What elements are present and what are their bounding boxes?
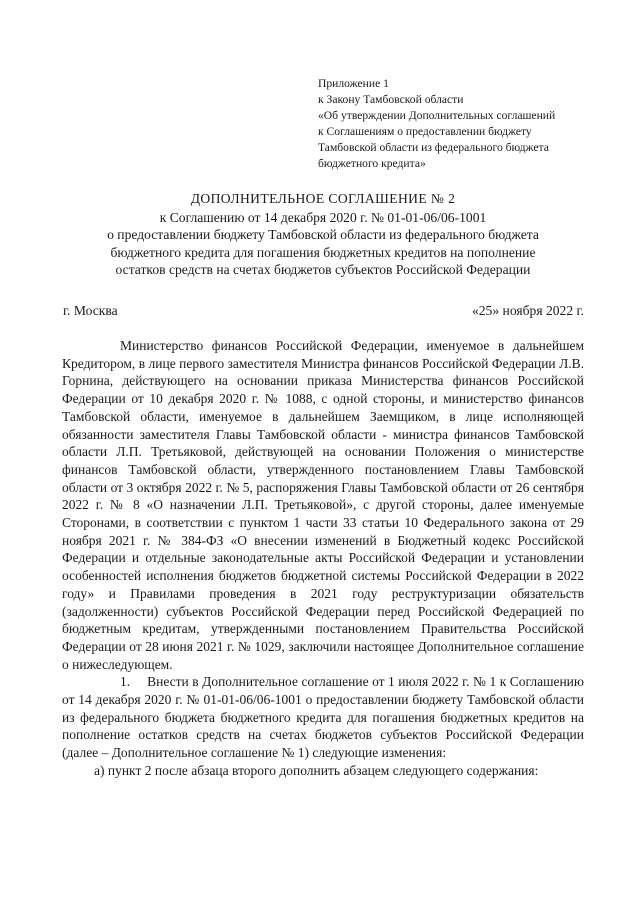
- appendix-note: [318, 76, 618, 173]
- title-subline: бюджетного кредита для погашения бюджетных кредитов на пополнение: [110, 244, 536, 260]
- document-title-block: [55, 190, 591, 279]
- title-subline: о предоставлении бюджету Тамбовской области из федерального бюджета: [107, 227, 539, 243]
- signing-date: «25» ноября 2022 г.: [471, 303, 584, 318]
- agreement-body: [62, 337, 584, 780]
- appendix-line: бюджетного кредита»: [318, 157, 426, 171]
- title-subline: остатков средств на счетах бюджетов субъектов Российской Федерации: [115, 262, 531, 278]
- title-subline: к Соглашению от 14 декабря 2020 г. № 01-01-06/06-1001: [159, 209, 487, 225]
- subclause-a-paragraph: а) пункт 2 после абзаца второго дополнить абзацем следующего содержания:: [94, 762, 539, 778]
- place-date-row: [63, 302, 584, 320]
- appendix-line: Тамбовской области из федерального бюджета: [318, 141, 549, 155]
- document-title: ДОПОЛНИТЕЛЬНОЕ СОГЛАШЕНИЕ № 2: [190, 191, 456, 206]
- signing-place: г. Москва: [63, 303, 118, 318]
- appendix-line: «Об утверждении Дополнительных соглашений: [318, 109, 556, 123]
- preamble-paragraph: Министерство финансов Российской Федерации, именуемое в дальнейшем Кредитором, в лице первого заместителя Министра финансов Российской Федерации Л.В. Горнина, действующего на основании приказа Министерства финансов Российской Федерации от 10 декабря 2020 г. № 1088, с одной стороны, и министерство финансов Тамбовской области, именуемое в дальнейшем Заемщиком, в лице исполняющей обязанности заместителя Главы Тамбовской области - министра финансов Тамбовской области Л.П. Третьяковой, действующей на основании Положения о министерстве финансов Тамбовской области, утвержденного постановлением Главы Тамбовской области от 3 октября 2022 г. № 5, распоряжения Главы Тамбовской области от 26 сентября 2022 г. № 8 «О назначении Л.П. Третьяковой», с другой стороны, далее именуемые Сторонами, в соответствии с пунктом 1 части 33 статьи 10 Федерального закона от 29 ноября 2021 г. № 384-ФЗ «О внесении изменений в Бюджетный кодекс Российской Федерации и отдельные законодательные акты Российской Федерации и установлении особенностей исполнения бюджетов бюджетной системы Российской Федерации в 2022 году» и Правилами проведения в 2021 году реструктуризации обязательств (задолженности) субъектов Российской Федерации перед Российской Федерацией по бюджетным кредитам, утвержденными постановлением Правительства Российской Федерации от 28 июня 2021 г. № 1029, заключили настоящее Дополнительное соглашение о нижеследующем.: [62, 338, 584, 672]
- clause-1-paragraph: 1. Внести в Дополнительное соглашение от 1 июля 2022 г. № 1 к Соглашению от 14 декабря 2020 г. № 01-01-06/06-1001 о предоставлении бюджету Тамбовской области из федерального бюджета бюджетного кредита для погашения бюджетных кредитов на пополнение остатков средств на счетах бюджетов субъектов Российской Федерации (далее – Дополнительное соглашение № 1) следующие изменения:: [62, 674, 584, 761]
- appendix-line: к Соглашениям о предоставлении бюджету: [318, 125, 532, 139]
- appendix-line: к Закону Тамбовской области: [318, 93, 464, 107]
- appendix-line: Приложение 1: [318, 77, 389, 90]
